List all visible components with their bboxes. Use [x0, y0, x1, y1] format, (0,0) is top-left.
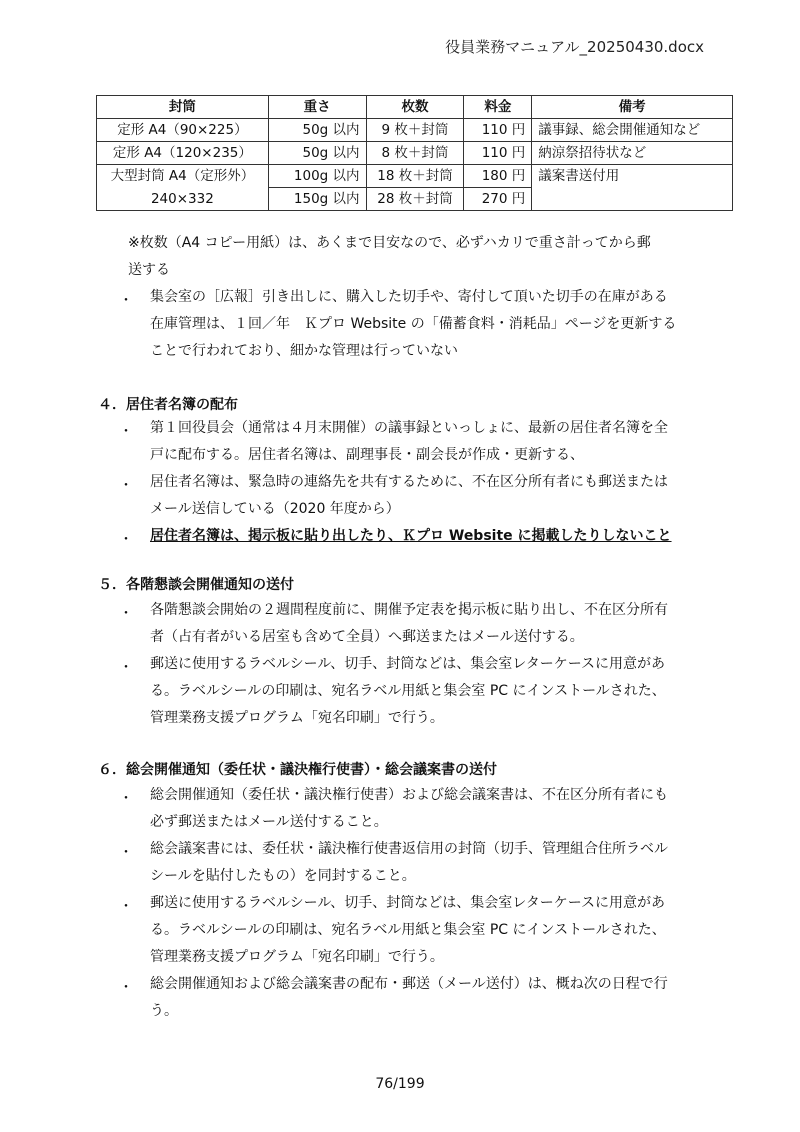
table-cell: 18 枚＋封筒 — [366, 165, 464, 188]
list-item: 郵送に使用するラベルシール、切手、封筒などは、集会室レターケースに用意があ — [150, 656, 665, 672]
table-cell: 50g 以内 — [268, 119, 366, 142]
weight-note-cont: 送する — [128, 262, 170, 278]
bullet-marker: ・ — [119, 660, 133, 676]
section-heading-6: ６．総会開催通知（委任状・議決権行使書）・総会議案書の送付 — [98, 762, 497, 778]
table-cell: 大型封筒 A4（定形外） — [97, 165, 269, 188]
section-heading-4: ４．居住者名簿の配布 — [98, 397, 238, 413]
bullet-marker: ・ — [119, 424, 133, 440]
table-cell: 議事録、総会開催通知など — [532, 119, 733, 142]
col-header-fee: 料金 — [464, 96, 532, 119]
bullet-marker: ・ — [119, 532, 133, 548]
weight-note: ※枚数（A4 コピー用紙）は、あくまで目安なので、必ずハカリで重さ計ってから郵 — [128, 235, 651, 251]
col-header-weight: 重さ — [268, 96, 366, 119]
table-row — [97, 142, 733, 165]
list-item: 各階懇談会開始の２週間程度前に、開催予定表を掲示板に貼り出し、不在区分所有 — [150, 602, 668, 618]
col-header-sheets: 枚数 — [366, 96, 464, 119]
bullet-marker: ・ — [119, 791, 133, 807]
col-header-remarks: 備考 — [532, 96, 733, 119]
bullet-marker: ・ — [119, 845, 133, 861]
list-item-cont: 在庫管理は、１回／年 Ｋプロ Website の「備蓄食料・消耗品」ページを更新する — [150, 316, 677, 332]
table-cell: 150g 以内 — [268, 188, 366, 211]
list-item-cont: る。ラベルシールの印刷は、宛名ラベル用紙と集会室 PC にインストールされた、 — [150, 683, 666, 699]
table-header-row — [97, 96, 733, 119]
list-item-cont: ことで行われており、細かな管理は行っていない — [150, 343, 458, 359]
section-heading-5: ５．各階懇談会開催通知の送付 — [98, 577, 294, 593]
table-cell: 28 枚＋封筒 — [366, 188, 464, 211]
list-item: 総会議案書には、委任状・議決権行使書返信用の封筒（切手、管理組合住所ラベル — [150, 841, 668, 857]
list-item-cont: シールを貼付したもの）を同封すること。 — [150, 868, 416, 884]
table-cell: 270 円 — [464, 188, 532, 211]
bullet-marker: ・ — [119, 980, 133, 996]
list-item-cont: 管理業務支援プログラム「宛名印刷」で行う。 — [150, 710, 444, 726]
list-item: 居住者名簿は、緊急時の連絡先を共有するために、不在区分所有者にも郵送または — [150, 474, 668, 490]
table-cell: 110 円 — [464, 119, 532, 142]
list-item-warning: 居住者名簿は、掲示板に貼り出したり、Ｋプロ Website に掲載したりしないこと — [150, 528, 672, 544]
bullet-marker: ・ — [119, 478, 133, 494]
list-item: 総会開催通知（委任状・議決権行使書）および総会議案書は、不在区分所有者にも — [150, 787, 668, 803]
table-row — [97, 119, 733, 142]
table-cell: 110 円 — [464, 142, 532, 165]
table-cell: 納涼祭招待状など — [532, 142, 733, 165]
col-header-envelope: 封筒 — [97, 96, 269, 119]
list-item-cont: う。 — [150, 1003, 178, 1019]
list-item-cont: メール送信している（2020 年度から） — [150, 501, 400, 517]
table-row — [97, 165, 733, 188]
bullet-marker: ・ — [119, 293, 133, 309]
table-cell: 8 枚＋封筒 — [366, 142, 464, 165]
list-item: 総会開催通知および総会議案書の配布・郵送（メール送付）は、概ね次の日程で行 — [150, 976, 668, 992]
table-cell: 定形 A4（120×235） — [97, 142, 269, 165]
list-item: 第１回役員会（通常は４月末開催）の議事録といっしょに、最新の居住者名簿を全 — [150, 420, 668, 436]
page-number: 76/199 — [375, 1076, 425, 1092]
list-item-cont: 必ず郵送またはメール送付すること。 — [150, 814, 388, 830]
table-cell: 180 円 — [464, 165, 532, 188]
table-cell: 100g 以内 — [268, 165, 366, 188]
list-item-cont: 管理業務支援プログラム「宛名印刷」で行う。 — [150, 949, 444, 965]
envelope-table — [96, 95, 733, 211]
list-item-cont: 者（占有者がいる居室も含めて全員）へ郵送またはメール送付する。 — [150, 629, 584, 645]
list-item: 郵送に使用するラベルシール、切手、封筒などは、集会室レターケースに用意があ — [150, 895, 665, 911]
list-item-cont: 戸に配布する。居住者名簿は、副理事長・副会長が作成・更新する、 — [150, 447, 584, 463]
bullet-marker: ・ — [119, 899, 133, 915]
list-item: 集会室の［広報］引き出しに、購入した切手や、寄付して頂いた切手の在庫がある — [150, 289, 668, 305]
table-cell: 議案書送付用 — [532, 165, 733, 211]
table-cell: 定形 A4（90×225） — [97, 119, 269, 142]
document-title: 役員業務マニュアル_20250430.docx — [445, 38, 704, 56]
table-cell: 50g 以内 — [268, 142, 366, 165]
table-cell: 9 枚＋封筒 — [366, 119, 464, 142]
bullet-marker: ・ — [119, 606, 133, 622]
table-cell: 240×332 — [97, 188, 269, 211]
list-item-cont: る。ラベルシールの印刷は、宛名ラベル用紙と集会室 PC にインストールされた、 — [150, 922, 666, 938]
